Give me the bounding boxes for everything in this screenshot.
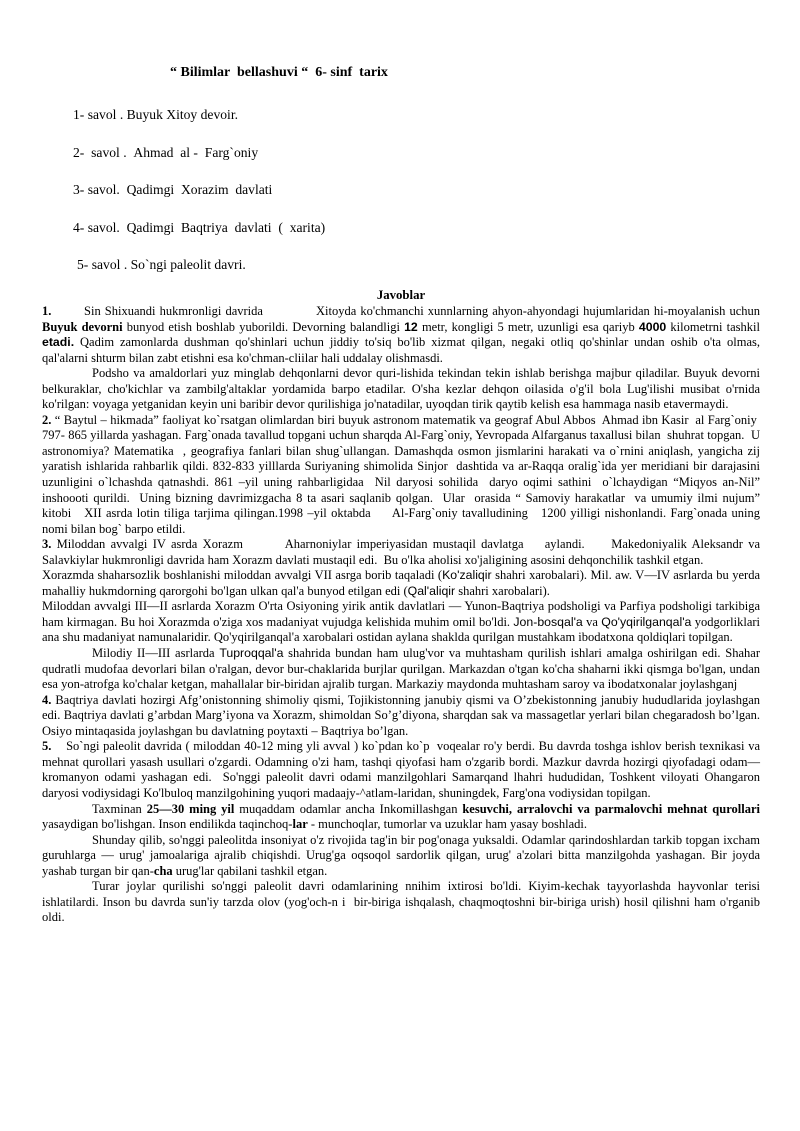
- text-run: yasaydigan bo'lishgan. Inson endilikda taqinchoq-: [42, 817, 293, 832]
- text-run-sans: Ko'zaliqir: [442, 568, 492, 583]
- question-line-2: 2- savol . Ahmad al - Farg`oniy: [73, 144, 259, 160]
- answers-heading: Javoblar: [376, 288, 426, 302]
- text-run: metr, kongligi 5 metr, uzunligi esa qariyb: [417, 319, 639, 334]
- question-line-1: 1- savol . Buyuk Xitoy devoir.: [73, 107, 239, 122]
- text-run: Taxminan: [92, 801, 147, 816]
- answer-1-paragraph-2: [42, 366, 760, 413]
- answer-1-paragraph: [42, 304, 760, 366]
- text-run-bold-sans: 12: [404, 319, 418, 334]
- text-run: Baqtriya davlati hozirgi Afg’onistonning shimoliy qismi, Tojikistonning janubiy qismi va O’zbekistonning janubiy hududlarida joylashgan edi. Baqtriya davlati g’arbdan Marg’iyona va Xorazm, shimoldan So’g’diyona, sharqdan sak va massagetlar yerlari bilan chegaradosh bo’lgan. Osiyo mintaqasida joylashgan bu davlatning poytaxti – Baqtriya bo’lgan.: [42, 692, 760, 738]
- text-run-sans: Jon-bosqal'a: [513, 614, 583, 629]
- text-run-bold: lar: [292, 817, 308, 832]
- text-run-sans: Qo'yqirilganqal'a: [601, 614, 692, 629]
- text-run: Podsho va amaldorlari yuz minglab dehqonlarni devor quri-lishida tekindan tekin ishlab berishga majbur qiladilar. Buyuk devorni belkuraklar, cho'kichlar va zambilg'altaklar yordamida barpo etadilar. O'sha kezlar dehqon oilasida o'g'il bola Lug'ilishi musibat o'rnida ko'rilgan: voyaga yetganidan keyin uni baribir devor qurilishiga jo'natadilar, uyoqdan tirik qaytib kelish esa hammaga nasib etavermaydi.: [42, 366, 760, 412]
- answer-5-paragraph-4: [42, 879, 760, 926]
- answer-5-paragraph-3: [42, 833, 760, 880]
- text-run: shahri xarobalari). Mil. aw. V—IV asrlarda bu yerda mahalliy hukmdorning qarorgohi bo'lgan ulkan qal'a bunyod etilgan edi (: [42, 568, 761, 598]
- text-run: Turar joylar qurilishi so'nggi paleolit davri odamlarining nnihim ixtirosi bo'ldi. Kiyim-kechak tayyorlashda hayvonlar terisi ishlatilardi. Inson bu davrda sun'iy tarzda olov (yog'och-n i bir-biriga ishqalash, chaqmoqtoshni bir-biriga urish) hosil qilishni ham o'rganib oldi.: [42, 879, 760, 925]
- answer-4-paragraph: [42, 693, 760, 740]
- text-run: kilometrni tashkil: [666, 319, 760, 334]
- answer-number: 1.: [42, 304, 52, 318]
- answer-number: 2.: [42, 412, 52, 427]
- text-run-sans: Tuproqqal'a: [219, 646, 284, 661]
- text-run-sans: Qal'aliqir: [407, 583, 456, 598]
- text-run: shahrida bundan ham ulug'vor va muhtasham qurilish ishlari amalga oshirilgan edi. Shahar qudratli mudofaa devorlari bilan o'ralgan, devor bur-chaklarida burjlar qurilgan. Markazdan o'tgan ko'cha shaharni ikki qismga bo'lgan, undan esa yon-atrofga ko'chalar ketgan, mahallalar bir-biridan ajralib turgan. Markaziy maydonda muhtasham saroy va ibodatxonalar joylashganj: [42, 646, 760, 692]
- answer-2-paragraph: [42, 413, 760, 537]
- answer-5-paragraph-2: [42, 802, 760, 833]
- text-run: yodgorliklari ana shu madaniyat namunalaridir. Qo'yqirilganqal'a xarobalari ostidan aylana shaklda qurilgan mustahkam ibodatxona qoldiqlari topilgan.: [42, 614, 761, 645]
- text-run: Qadim zamonlarda dushman qo'shinlari uchun jiddiy to'siq bo'lib xizmat qilgan, negaki otliq qo'shinlar undan oshib o'ta olmas, qal'alarni shturm bilan zabt etishni esa ko'chman-cliilar hali uddalay olishmasdi.: [42, 335, 760, 365]
- text-run: Milodiy II—III asrlarda: [92, 646, 220, 661]
- answer-number: 5.: [42, 739, 52, 754]
- question-line-4: 4- savol. Qadimgi Baqtriya davlati ( xarita): [73, 219, 326, 235]
- text-run: Sin Shixuandi hukmronligi davrida Xitoyda ko'chmanchi xunnlarning ahyon-ahyondagi hujumlaridan hi-moyalanish uchun: [51, 304, 760, 318]
- answer-3-paragraph-4: [42, 646, 760, 693]
- text-run: shahri xarobalari).: [455, 583, 550, 598]
- text-run: Shunday qilib, so'nggi paleolitda insoniyat o'z rivojida tag'in bir pog'onaga yuksaldi. Odamlar qarindoshlardan tarkib topgan ixcham guruhlarga — urug' jamoalariga ajralib chiqishdi. Urug'ga oqsoqol sardorlik qilgan, urug' a'zolari bitta manzilgohda yashagan. Bir joyda yashab turgan bir qan-: [42, 832, 760, 878]
- text-run: - munchoqlar, tumorlar va uzuklar ham yasay boshladi.: [307, 817, 588, 832]
- text-run: So`ngi paleolit davrida ( miloddan 40-12 ming yli avval ) ko`pdan ko`p voqealar ro'y berdi. Bu davrda toshga ishlov berish texnikasi va mehnat qurollari yasash usullari o'zgardi. Odamning o'zi ham, tashqi qiyofasi ham o'zgarib bordi. Mazkur davrda hozirgi qiyofadagi odam— kromanyon odami yashagan edi. So'nggi paleolit davri odami manzilgohlari Samarqand lhahri hududidan, Toshkent viloyati Ohangaron daryosi vodiysidagi Ko'lbuloq manzilgohining yuqori madaajy-^atlam-laridan, shuningdek, Farg'ona vodiysidan topilgan.: [42, 739, 760, 800]
- text-run: Xorazmda shaharsozlik boshlanishi miloddan avvalgi VII asrga borib taqaladi (: [42, 568, 443, 583]
- text-run: Miloddan avvalgi III—II asrlarda Xorazm O'rta Osiyoning yirik antik davlatlari — Yunon-Baqtriya podsholigi va Parfiya podsholigi tarkibiga ham kirmagan. Bu hoi Xorazmda o'ziga xos madaniyat vujudga kelishida muhim omil bo'ldi.: [42, 599, 760, 629]
- questions-list: [42, 106, 760, 273]
- text-run-bold: cha: [153, 863, 173, 878]
- answer-3-paragraph-2: [42, 568, 760, 599]
- text-run: Miloddan avvalgi IV asrda Xorazm Aharnoniylar imperiyasidan mustaqil davlatga aylandi. Makedoniyalik Aleksandr va Salavkiylar hukmronligi davrida ham Xorazm davlati mustaqil edi. Bu o'lka aholisi xo'jaligining asosini dehqonchilik tashkil etgan.: [42, 537, 760, 567]
- text-run: va: [582, 614, 602, 629]
- answers-section: [42, 304, 760, 926]
- text-run: bunyod etish boshlab yuborildi. Devorning balandligi: [122, 319, 405, 334]
- answer-3-paragraph: [42, 537, 760, 568]
- document-title: “ Bilimlar bellashuvi “ 6- sinf tarix: [170, 65, 388, 80]
- text-run: muqaddam odamlar ancha Inkomillashgan: [234, 801, 463, 816]
- answer-number: 4.: [42, 692, 52, 707]
- question-line-3: 3- savol. Qadimgi Xorazim davlati: [73, 182, 273, 197]
- text-run-bold-sans: 4000: [638, 319, 667, 334]
- text-run-bold: Buyuk devorni: [42, 319, 123, 334]
- answer-number: 3.: [42, 537, 52, 552]
- answer-3-paragraph-3: [42, 599, 760, 646]
- answer-5-paragraph: [42, 739, 760, 801]
- text-run-bold-sans: etadi.: [42, 335, 75, 350]
- question-line-5: 5- savol . So`ngi paleolit davri.: [77, 257, 246, 272]
- text-run-bold: kesuvchi, arralovchi va parmalovchi mehnat qurollari: [462, 801, 760, 816]
- text-run-bold: 25—30 ming yil: [146, 801, 235, 816]
- text-run: urug'lar qabilani tashkil etgan.: [172, 863, 328, 878]
- text-run: “ Baytul – hikmada” faoliyat ko`rsatgan olimlardan biri buyuk astronom matematik va geograf Abul Abbos Ahmad ibn Kasir al Farg`oniy 797- 865 yillarda yashagan. Farg`onada tavallud topgani uchun sharqda Al-Farg`oniy, Yevropada Alfarganus taxallusi bilan shuhrat topgan. U astronomiya? Matematika , geografiya fanlari bilan shug`ullangan. Damashqda osmon jismlarini harakati va o`rnini aniqlash, yangicha zij yaratish ishlarida rahbarlik qildi. 832-833 yilllarda Suriyaning shimolida Sinjor dashtida va ar-Raqqa oralig`ida yer meridiani bir darajasini uzunligini o`lchashda qatnashdi. 861 –yil uning rahbarligidaa Nil daryosi sohilida daryo oqimi sathini o`lchaydigan “Miqyos an-Nil” inshoooti qurildi. Uning bizning davrimizgacha 8 ta asari saqlanib qolgan. Ular orasida “ Samoviy harakatlar va umumiy ilmi nujum” kitobi XII asrda lotin tiliga tarjima qilingan.1998 –yil oktabda Al-Farg`oniy tavalludining 1200 yilligi nishonlandi. Farg`onada uning nomi bilan bog` barpo etildi.: [42, 412, 760, 536]
